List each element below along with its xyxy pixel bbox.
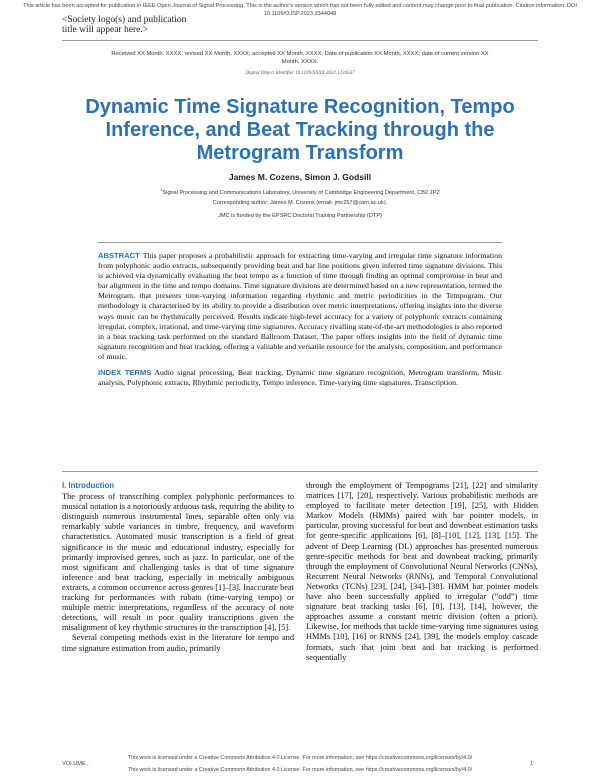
received-dates: Received XX Month, XXXX; revised XX Month, XXXX; accepted XX Month, XXXX; Date of publication XX Month, XXXX; date of current version XX Month, XXXX. xyxy=(111,51,489,65)
page-number: 1 xyxy=(530,761,534,767)
index-terms-label: INDEX TERMS xyxy=(98,368,152,378)
affiliation xyxy=(0,187,600,196)
intro-paragraph-continued: through the employment of Tempograms [21], [22] and similarity matrices [17], [20], respectively. Various probabilistic methods are employed to facilitate meter detection [19], [25], with Hidden Markov Models (HMMs) paired with bar pointer models, in particular, proving successful for beat and downbeat estimation tasks for genre-specific applications [6], [8]–[10], [12], [13], [15]. The advent of Deep Learning (DL) approaches has presented numerous genre-specific methods for beat and downbeat tracking, primarily through the employment of Convolutional Neural Networks (CNNs), Recurrent Neural Networks (RNNs), and Temporal Convolutional Networks (TCNs) [23], [24], [34]–[38]. HMM bar pointer models have also been successfully applied to irregular (“odd”) time signature beat tracking tasks [6], [8], [13], [14], however, the approaches assume a constant metric division (often a priori). Likewise, for methods that tackle time-varying time signatures using HMMs [10], [16] or RNNS [24], [39], the models employ cascade formats, such that joint beat and bar tracking is performed sequentially xyxy=(306,481,538,662)
section-heading: I. Introduction xyxy=(62,481,114,490)
paper-title: Dynamic Time Signature Recognition, Tempo Inference, and Beat Tracking through the Metrogram Transform xyxy=(85,96,515,164)
publication-notice: This article has been accepted for publication in IEEE Open Journal of Signal Processing. This is the author's version which has not been fully edited and content may change prior to final publication. Citation information: DOI 10.1109/OJSP.2023.3344048 xyxy=(23,3,577,17)
footer-license: This work is licensed under a Creative Commons Attribution 4.0 License. For more information, see https://creativecommons.org/licenses/by/4.0/ xyxy=(127,755,473,761)
abstract-label: ABSTRACT xyxy=(98,251,140,260)
doi-line: Digital Object Identifier 10.1109/XXXX.2022.1234567 xyxy=(245,71,355,76)
header-divider xyxy=(62,40,538,41)
corresponding-author: Corresponding author: James M. Cozens (email: jmc257@cam.ac.uk). xyxy=(212,200,388,206)
abstract-paragraph xyxy=(98,251,502,362)
intro-paragraph-2: Several competing methods exist in the literature for tempo and time signature estimation from audio, primarily xyxy=(62,633,294,653)
intro-paragraph-1: The process of transcribing complex polyphonic performances to musical notation is a notoriously arduous task, requiring the ability to distinguish numerous instrumental lines, separable often only via remarkably subtle variances in timbre, frequency, and waveform characteristics. Automated music transcription is a field of great significance in the music and educational industry, especially for primarily improvised genres, such as jazz. In particular, one of the most significant and challenging tasks is that of time signature inference and beat tracking, especially in metrically ambiguous extracts, a common occurrence across genres [1]–[3]. Inaccurate beat tracking for performances with rubato (time-varying tempo) or multiple metric interpretations, regardless of the accuracy of note detections, will result in poor quality transcriptions given the misalignment of key rhythmic structures in the transcription [4], [5]. xyxy=(62,492,294,633)
affiliation-mark: 1 xyxy=(160,187,163,192)
abstract-section xyxy=(98,242,502,388)
funding-note: JMC is funded by the EPSRC Doctoral Training Partnership (DTP) xyxy=(218,213,382,219)
affiliation-text: Signal Processing and Communications Laboratory, University of Cambridge Engineering Department, CB2 1PZ xyxy=(162,189,440,196)
body-divider xyxy=(62,471,538,472)
right-column xyxy=(306,481,538,663)
society-logo-placeholder: <Society logo(s) and publication title will appear here.> xyxy=(62,15,187,35)
volume-label: VOLUME , xyxy=(62,761,89,767)
abstract-text: This paper proposes a probabilistic approach for extracting time-varying and irregular time signature information from polyphonic audio extracts, subsequently providing beat and bar line positions given inferred time signature divisions. This is achieved via dynamically evaluating the beat tempo as a function of time through finding an optimal compromise in beat and bar alignment in the time and tempo domains. Time signature divisions are determined based on a new representation, termed the Metrogram, that presents time-varying information regarding rhythmic and metric periodicities in the Tempogram. Our methodology is characterised by its ability to provide a distribution over metric interpretations, offering insights into the diverse ways music can be rhythmically perceived. Results indicate high-level accuracy for a variety of polyphonic extracts containing irregular, complex, irrational, and time-varying time signatures. Accuracy rivalling state-of-the-art methodologies is also reported in a beat tracking task performed on the standard Ballroom Dataset. The paper offers insights into the field of dynamic time signature recognition and beat tracking, offering a valuable and versatile resource for the analysis, composition, and performance of music. xyxy=(98,251,502,361)
author-list: James M. Cozens, Simon J. Godsill xyxy=(228,172,372,182)
index-terms-text: Audio signal processing, Beat tracking, Dynamic time signature recognition, Metrogram transform, Music analysis, Polyphonic extracts, Rhythmic periodicity, Tempo inference, Time-varying time signatures, Transcription. xyxy=(98,368,502,388)
index-terms-paragraph xyxy=(98,368,502,388)
bottom-license-note: This work is licensed under a Creative Commons Attribution 4.0 License. For more information, see https://creativecommons.org/licenses/by/4.0/ xyxy=(127,767,473,773)
left-column xyxy=(62,481,294,654)
